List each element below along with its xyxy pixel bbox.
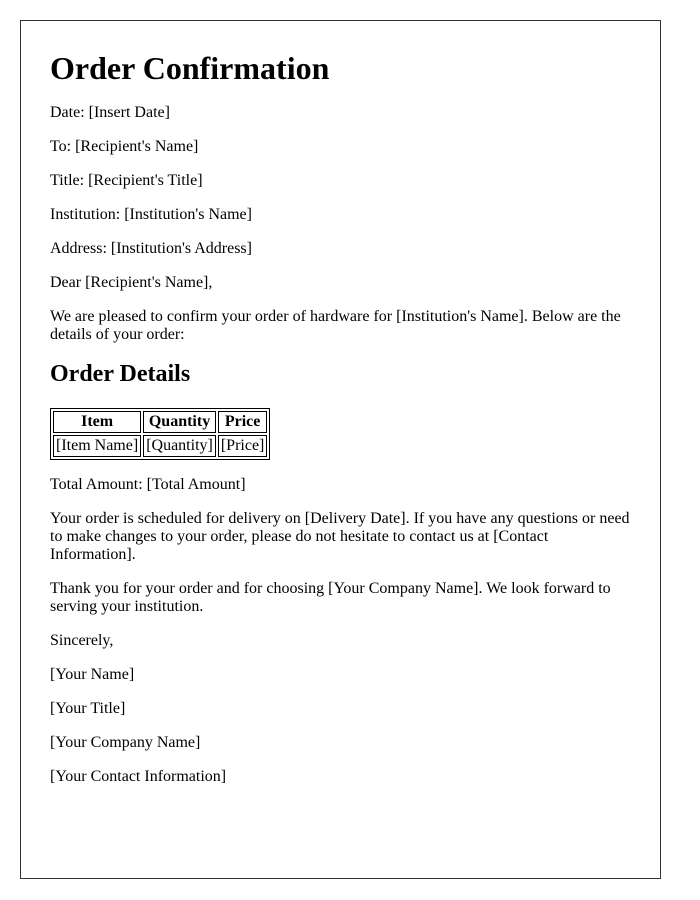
column-header-price: Price [218,411,268,433]
address-line: Address: [Institution's Address] [50,240,252,257]
total-amount-line: Total Amount: [Total Amount] [50,476,246,493]
closing: Sincerely, [50,632,114,649]
delivery-paragraph: Your order is scheduled for delivery on [Delivery Date]. If you have any questions or need to make changes to your order, please do not hesitate to contact us at [Contact Information]. [50,510,630,563]
institution-line: Institution: [Institution's Name] [50,206,252,223]
cell-price: [Price] [218,435,268,457]
page-title: Order Confirmation [50,50,330,86]
letter-page [20,20,661,879]
sender-company: [Your Company Name] [50,734,201,751]
sender-contact: [Your Contact Information] [50,768,227,785]
thanks-paragraph: Thank you for your order and for choosing [Your Company Name]. We look forward to serving your institution. [50,580,611,615]
date-line: Date: [Insert Date] [50,104,170,121]
column-header-item: Item [53,411,141,433]
cell-quantity: [Quantity] [143,435,216,457]
order-details-table [50,408,270,460]
intro-paragraph: We are pleased to confirm your order of hardware for [Institution's Name]. Below are the details of your order: [50,308,621,343]
column-header-quantity: Quantity [143,411,216,433]
sender-name: [Your Name] [50,666,135,683]
recipient-name-line: To: [Recipient's Name] [50,138,199,155]
cell-item-name: [Item Name] [53,435,141,457]
recipient-title-line: Title: [Recipient's Title] [50,172,203,189]
table-header-row [53,411,267,433]
table-row [53,435,267,457]
salutation: Dear [Recipient's Name], [50,274,213,291]
sender-title: [Your Title] [50,700,126,717]
order-details-heading: Order Details [50,361,191,387]
